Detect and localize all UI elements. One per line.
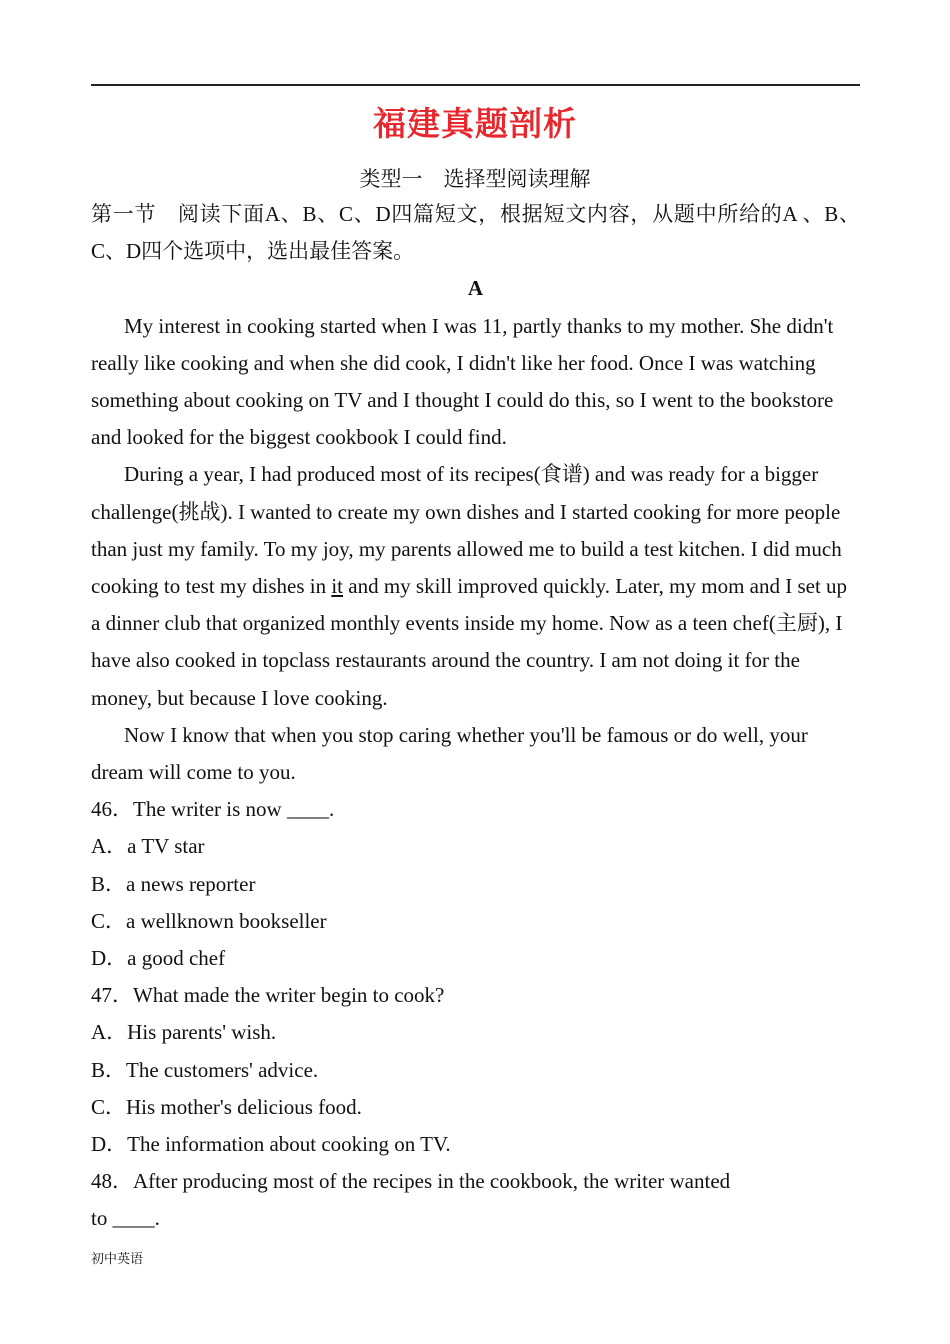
passage-paragraph-2 xyxy=(91,456,860,716)
question-46-option-b: B．a news reporter xyxy=(91,871,256,896)
question-46-option-a: A．a TV star xyxy=(91,834,205,859)
question-47-option-a: A．His parents' wish. xyxy=(91,1020,277,1045)
question-47-option-d: D．The information about cooking on TV. xyxy=(91,1132,451,1157)
passage-paragraph-1: My interest in cooking started when I was 11, partly thanks to my mother. She didn't really like cooking and when she did cook, I didn't like her food. Once I was watching something about cooking on TV and I thought I could do this, so I went to the bookstore and looked for the biggest cookbook I could find. xyxy=(91,313,834,450)
page-title: 福建真题剖析 xyxy=(373,104,577,143)
underlined-word: it xyxy=(331,574,343,599)
question-46-option-d: D．a good chef xyxy=(91,946,226,971)
question-48-stem-line-1: 48．After producing most of the recipes in the cookbook, the writer wanted xyxy=(91,1169,731,1194)
question-47-stem: 47．What made the writer begin to cook? xyxy=(91,983,445,1008)
question-46-stem: 46．The writer is now ____. xyxy=(91,797,335,822)
page-footer: 初中英语 xyxy=(91,1251,144,1266)
question-48-stem-line-2: to ____. xyxy=(91,1206,160,1231)
section-subtitle: 类型一 选择型阅读理解 xyxy=(359,167,591,191)
paragraph-text: and my skill improved quickly. Later, my mom and I set up a dinner club that organized monthly events inside my home. Now as a teen chef(主厨), I have also cooked in topclass restaurants around the country. I am not doing it for the money, but because I love cooking. xyxy=(91,574,848,710)
paragraph-text: During a year, I had produced most of its recipes(食谱) and was ready for a bigger challenge(挑战). I wanted to create my own dishes and I started cooking for more people than just my family. To my joy, my parents allowed me to build a test kitchen. I did much cooking to test my dishes in xyxy=(91,462,842,599)
instruction-text: 第一节 阅读下面A、B、C、D四篇短文，根据短文内容，从题中所给的A 、B、C、D四个选项中，选出最佳答案。 xyxy=(91,202,860,264)
question-46-option-c: C．a wellknown bookseller xyxy=(91,908,327,933)
passage-label: A xyxy=(467,276,484,301)
question-47-option-b: B．The customers' advice. xyxy=(91,1057,319,1082)
top-rule xyxy=(91,84,860,86)
question-47-option-c: C．His mother's delicious food. xyxy=(91,1094,362,1119)
passage-paragraph-3: Now I know that when you stop caring whether you'll be famous or do well, your dream will come to you. xyxy=(91,722,808,785)
document-body xyxy=(91,196,860,1238)
